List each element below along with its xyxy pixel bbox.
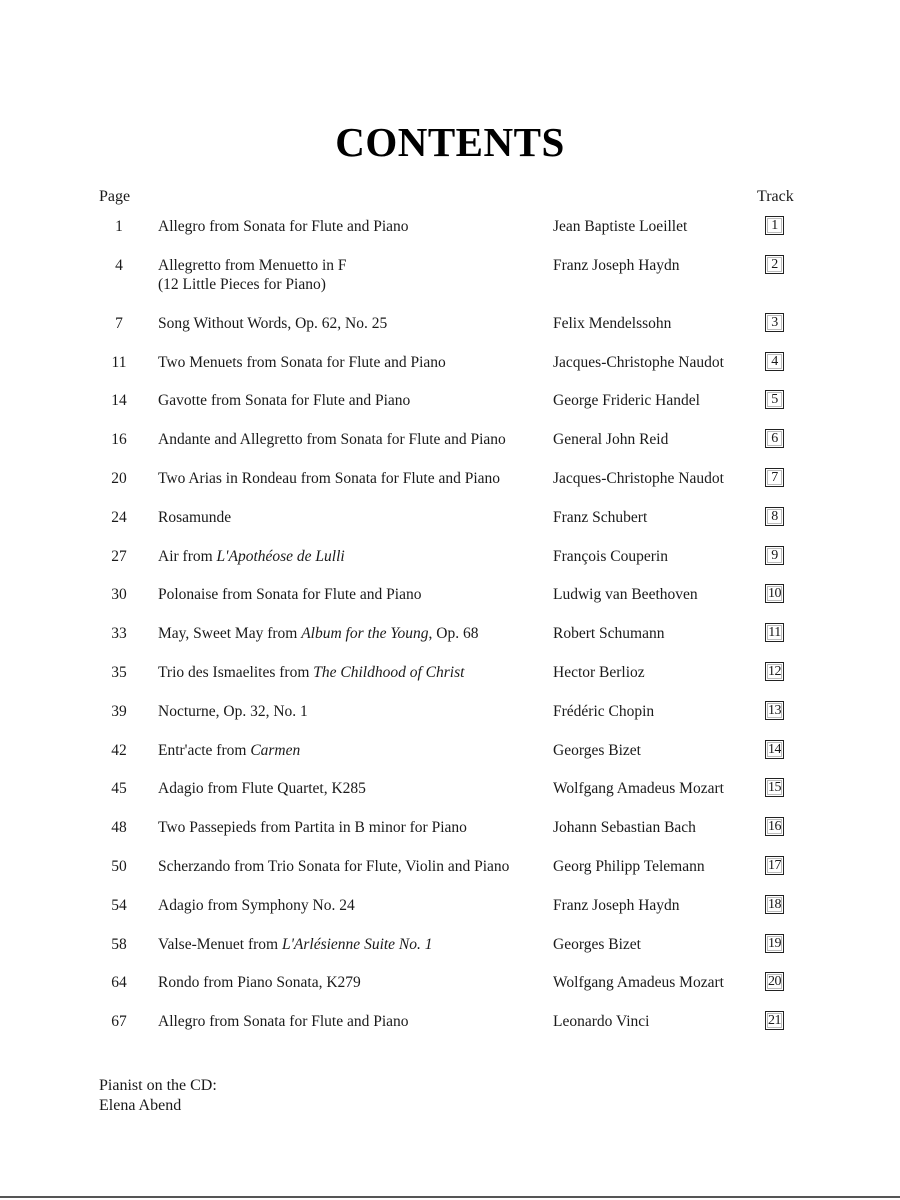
page-number: 64 <box>111 974 127 992</box>
composer-name: George Frideric Handel <box>553 392 700 410</box>
piece-title <box>158 547 543 567</box>
composer-name: François Couperin <box>553 547 668 565</box>
track-column-header: Track <box>757 188 794 205</box>
piece-title-text: Two Passepieds from Partita in B minor for Piano <box>158 819 467 837</box>
page-number: 45 <box>111 780 127 798</box>
contents-row <box>0 896 900 935</box>
piece-title <box>158 663 543 683</box>
composer-name: Franz Schubert <box>553 508 648 526</box>
page-number: 14 <box>111 392 127 410</box>
contents-row <box>0 702 900 741</box>
composer-name: Jacques-Christophe Naudot <box>553 469 724 487</box>
contents-row <box>0 818 900 857</box>
track-number-box: 14 <box>765 740 784 759</box>
composer-name: Hector Berlioz <box>553 663 645 681</box>
composer-name: Robert Schumann <box>553 625 665 643</box>
track-number-box: 10 <box>765 584 784 603</box>
page-number: 35 <box>111 663 127 681</box>
composer-name: Georges Bizet <box>553 935 641 953</box>
track-number-box: 8 <box>765 507 784 526</box>
contents-row <box>0 857 900 896</box>
piece-title-text: Song Without Words, Op. 62, No. 25 <box>158 314 388 332</box>
track-number-box: 13 <box>765 701 784 720</box>
page-number: 7 <box>115 314 123 332</box>
piece-title <box>158 741 543 761</box>
track-number-box: 21 <box>765 1011 784 1030</box>
piece-title-italic: Album for the Young <box>301 625 429 643</box>
piece-title-text: Polonaise from Sonata for Flute and Piano <box>158 586 422 604</box>
page-number: 33 <box>111 625 127 643</box>
contents-row <box>0 663 900 702</box>
track-number-box: 18 <box>765 895 784 914</box>
track-number-box: 20 <box>765 972 784 991</box>
contents-row <box>0 935 900 974</box>
contents-row <box>0 547 900 586</box>
pianist-name: Elena Abend <box>99 1097 182 1114</box>
composer-name: General John Reid <box>553 431 669 449</box>
contents-row <box>0 508 900 547</box>
page-number: 27 <box>111 547 127 565</box>
composer-name: Frédéric Chopin <box>553 702 655 720</box>
track-number-box: 15 <box>765 778 784 797</box>
track-number-box: 9 <box>765 546 784 565</box>
piece-title <box>158 1012 543 1032</box>
composer-name: Wolfgang Amadeus Mozart <box>553 780 724 798</box>
track-number-box: 5 <box>765 390 784 409</box>
page-number: 11 <box>111 353 127 371</box>
track-number-box: 19 <box>765 934 784 953</box>
composer-name: Georges Bizet <box>553 741 641 759</box>
piece-title <box>158 585 543 605</box>
piece-title-text: Allegro from Sonata for Flute and Piano <box>158 1013 409 1031</box>
piece-title <box>158 818 543 838</box>
contents-row <box>0 391 900 430</box>
track-number-box: 17 <box>765 856 784 875</box>
contents-row <box>0 741 900 780</box>
track-number-box: 16 <box>765 817 784 836</box>
track-number-box: 11 <box>765 623 784 642</box>
page-column-header: Page <box>99 188 131 205</box>
piece-title-text: Gavotte from Sonata for Flute and Piano <box>158 392 411 410</box>
track-number-box: 12 <box>765 662 784 681</box>
footer-credits <box>99 1076 217 1116</box>
piece-title <box>158 935 543 955</box>
track-number-box: 4 <box>765 352 784 371</box>
track-number-box: 1 <box>765 216 784 235</box>
piece-title-text: Nocturne, Op. 32, No. 1 <box>158 702 308 720</box>
composer-name: Georg Philipp Telemann <box>553 857 705 875</box>
piece-title-text: Two Menuets from Sonata for Flute and Piano <box>158 353 446 371</box>
contents-row <box>0 217 900 256</box>
contents-row <box>0 624 900 663</box>
page-number: 16 <box>111 431 127 449</box>
page-number: 54 <box>111 896 127 914</box>
piece-title <box>158 469 543 489</box>
piece-title-italic: L'Apothéose de Lulli <box>216 547 345 565</box>
piece-title <box>158 896 543 916</box>
composer-name: Felix Mendelssohn <box>553 314 672 332</box>
composer-name: Leonardo Vinci <box>553 1013 650 1031</box>
page-title: CONTENTS <box>335 119 565 165</box>
piece-title-text: Adagio from Flute Quartet, K285 <box>158 780 366 798</box>
page-number: 39 <box>111 702 127 720</box>
piece-title <box>158 391 543 411</box>
page-number: 20 <box>111 469 127 487</box>
pianist-label: Pianist on the CD: <box>99 1077 217 1094</box>
piece-title-suffix: , Op. 68 <box>428 625 479 643</box>
contents-row <box>0 1012 900 1051</box>
composer-name: Ludwig van Beethoven <box>553 586 698 604</box>
contents-row <box>0 353 900 392</box>
piece-title-italic: The Childhood of Christ <box>313 663 465 681</box>
composer-name: Wolfgang Amadeus Mozart <box>553 974 724 992</box>
track-number-box: 2 <box>765 255 784 274</box>
piece-title-text: Allegro from Sonata for Flute and Piano <box>158 218 409 235</box>
page-number: 42 <box>111 741 127 759</box>
track-number-box: 7 <box>765 468 784 487</box>
composer-name: Franz Joseph Haydn <box>553 256 680 274</box>
page-number: 4 <box>115 256 123 274</box>
piece-title-text: Air from <box>158 547 217 565</box>
piece-title-italic: Carmen <box>250 741 301 759</box>
composer-name: Jean Baptiste Loeillet <box>553 218 688 235</box>
piece-title <box>158 857 543 877</box>
contents-row <box>0 779 900 818</box>
page-number: 48 <box>111 819 127 837</box>
piece-title <box>158 353 543 373</box>
page-number: 1 <box>115 218 123 235</box>
contents-row <box>0 430 900 469</box>
piece-title <box>158 256 543 295</box>
track-number-box: 3 <box>765 313 784 332</box>
piece-title <box>158 430 543 450</box>
piece-title-text: Valse-Menuet from <box>158 935 282 953</box>
piece-subtitle: (12 Little Pieces for Piano) <box>158 276 326 294</box>
track-number-box: 6 <box>765 429 784 448</box>
contents-list <box>0 217 900 1051</box>
piece-title-text: Entr'acte from <box>158 741 251 759</box>
piece-title <box>158 702 543 722</box>
piece-title <box>158 779 543 799</box>
composer-name: Jacques-Christophe Naudot <box>553 353 724 371</box>
piece-title-text: Two Arias in Rondeau from Sonata for Flute and Piano <box>158 469 501 487</box>
contents-row <box>0 585 900 624</box>
page-number: 67 <box>111 1013 127 1031</box>
piece-title <box>158 314 543 334</box>
page-number: 58 <box>111 935 127 953</box>
bottom-rule <box>0 1196 900 1198</box>
contents-row <box>0 314 900 353</box>
contents-row <box>0 469 900 508</box>
contents-row <box>0 256 900 314</box>
piece-title-text: Allegretto from Menuetto in F <box>158 256 347 274</box>
piece-title-text: Scherzando from Trio Sonata for Flute, Violin and Piano <box>158 857 510 875</box>
piece-title-text: Rosamunde <box>158 508 232 526</box>
contents-row <box>0 973 900 1012</box>
piece-title-text: Trio des Ismaelites from <box>158 663 314 681</box>
piece-title-text: Andante and Allegretto from Sonata for Flute and Piano <box>158 431 506 449</box>
page-number: 24 <box>111 508 127 526</box>
piece-title <box>158 624 543 644</box>
piece-title-italic: L'Arlésienne Suite No. 1 <box>281 935 433 953</box>
piece-title <box>158 217 543 237</box>
piece-title-text: Adagio from Symphony No. 24 <box>158 896 355 914</box>
piece-title <box>158 508 543 528</box>
page-number: 50 <box>111 857 127 875</box>
piece-title-text: Rondo from Piano Sonata, K279 <box>158 974 361 992</box>
page-number: 30 <box>111 586 127 604</box>
piece-title <box>158 973 543 993</box>
composer-name: Franz Joseph Haydn <box>553 896 680 914</box>
piece-title-text: May, Sweet May from <box>158 625 302 643</box>
composer-name: Johann Sebastian Bach <box>553 819 696 837</box>
